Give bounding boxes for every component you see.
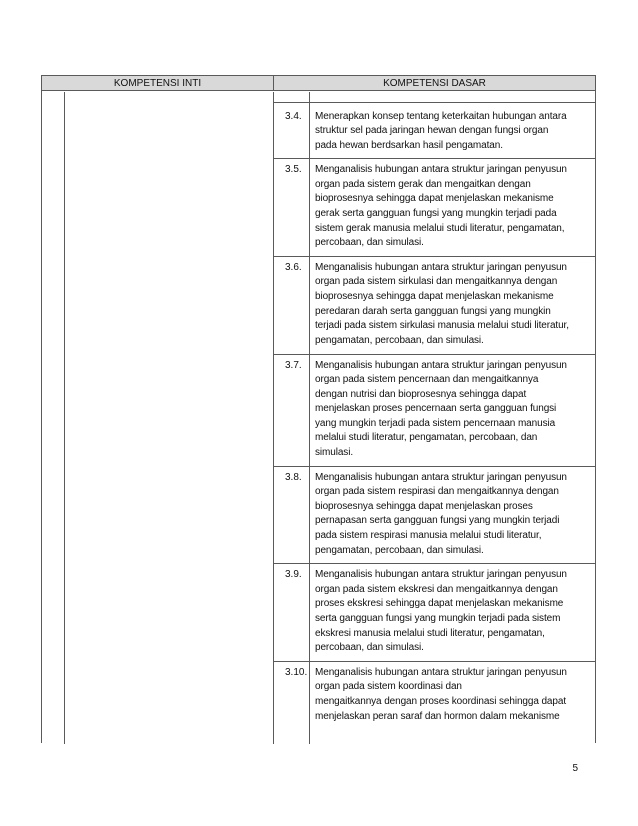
competency-text-line: melalui studi literatur, pengamatan, percobaan, dan [315,432,538,444]
page-number: 5 [572,763,578,774]
competency-number: 3.4. [285,110,302,122]
competency-text-line: Menganalisis hubungan antara struktur jaringan penyusun [315,666,567,678]
competency-text-line: organ pada sistem ekskresi dan mengaitkannya dengan [315,583,558,595]
competency-text-line: dengan nutrisi dan bioprosesnya sehingga dapat [315,388,527,400]
competency-number: 3.9. [285,569,302,581]
competency-text-line: serta gangguan fungsi yang mungkin terjadi pada sistem [315,613,561,625]
row-divider [273,563,595,564]
competency-table [41,75,596,743]
competency-text-line: pada sistem respirasi manusia melalui studi literatur, [315,530,542,542]
competency-description [315,163,593,251]
competency-text-line: organ pada sistem gerak dan mengaitkan dengan [315,178,531,190]
competency-text-line: Menganalisis hubungan antara struktur jaringan penyusun [315,471,567,483]
competency-text-line: pada hewan berdsarkan hasil pengamatan. [315,139,503,151]
competency-text-line: bioprosesnya sehingga dapat menjelaskan mekanisme [315,291,554,303]
competency-text-line: organ pada sistem pencernaan dan mengaitkannya [315,374,539,386]
competency-description [315,568,593,656]
competency-description [315,261,593,349]
competency-number: 3.5. [285,164,302,176]
competency-text-line: pengamatan, percobaan, dan simulasi. [315,334,484,346]
competency-text-line: gerak serta gangguan fungsi yang mungkin terjadi pada [315,208,557,220]
competency-description [315,110,593,154]
competency-text-line: organ pada sistem koordinasi dan [315,681,462,693]
competency-text-line: pernapasan serta gangguan fungsi yang mungkin terjadi [315,515,560,527]
competency-text-line: percobaan, dan simulasi. [315,642,424,654]
competency-text-line: mengaitkannya dengan proses koordinasi sehingga dapat [315,696,566,708]
competency-description [315,666,593,724]
competency-text-line: organ pada sistem respirasi dan mengaitkannya dengan [315,486,559,498]
competency-number: 3.8. [285,471,302,483]
competency-text-line: Menganalisis hubungan antara struktur jaringan penyusun [315,359,567,371]
row-divider [273,256,595,257]
competency-text-line: menjelaskan proses pencernaan serta gangguan fungsi [315,403,557,415]
competency-text-line: simulasi. [315,447,353,459]
competency-description [315,471,593,559]
competency-text-line: Menganalisis hubungan antara struktur jaringan penyusun [315,569,567,581]
competency-text-line: terjadi pada sistem sirkulasi manusia melalui studi literatur, [315,320,569,332]
competency-text-line: ekskresi manusia melalui studi literatur, pengamatan, [315,627,545,639]
competency-text-line: bioprosesnya sehingga dapat menjelaskan proses [315,500,533,512]
competency-text-line: proses ekskresi sehingga dapat menjelaskan mekanisme [315,598,564,610]
row-divider [273,158,595,159]
row-divider [273,661,595,662]
competency-text-line: struktur sel pada jaringan hewan dengan fungsi organ [315,125,549,137]
competency-text-line: percobaan, dan simulasi. [315,237,424,249]
number-column-divider [309,92,310,744]
row-divider [273,466,595,467]
competency-text-line: menjelaskan peran saraf dan hormon dalam mekanisme [315,710,560,722]
competency-text-line: peredaran darah serta gangguan fungsi yang mungkin [315,305,551,317]
competency-text-line: bioprosesnya sehingga dapat menjelaskan mekanisme [315,193,554,205]
competency-text-line: Menganalisis hubungan antara struktur jaringan penyusun [315,164,567,176]
header-kompetensi-inti: KOMPETENSI INTI [113,78,202,89]
competency-description [315,359,593,461]
row-divider [273,102,595,103]
table-header-row [42,76,595,91]
header-kompetensi-dasar: KOMPETENSI DASAR [383,78,486,89]
competency-text-line: yang mungkin terjadi pada sistem pencernaan manusia [315,417,556,429]
competency-text-line: sistem gerak manusia melalui studi literatur, pengamatan, [315,222,565,234]
competency-number: 3.6. [285,261,302,273]
inti-inner-divider [64,92,65,744]
competency-text-line: Menerapkan konsep tentang keterkaitan hubungan antara [315,110,567,122]
row-divider [273,354,595,355]
competency-number: 3.7. [285,359,302,371]
competency-text-line: organ pada sistem sirkulasi dan mengaitkannya dengan [315,276,558,288]
competency-text-line: pengamatan, percobaan, dan simulasi. [315,544,484,556]
inti-dasar-divider [273,92,274,744]
competency-number: 3.10. [285,666,308,678]
competency-text-line: Menganalisis hubungan antara struktur jaringan penyusun [315,261,567,273]
